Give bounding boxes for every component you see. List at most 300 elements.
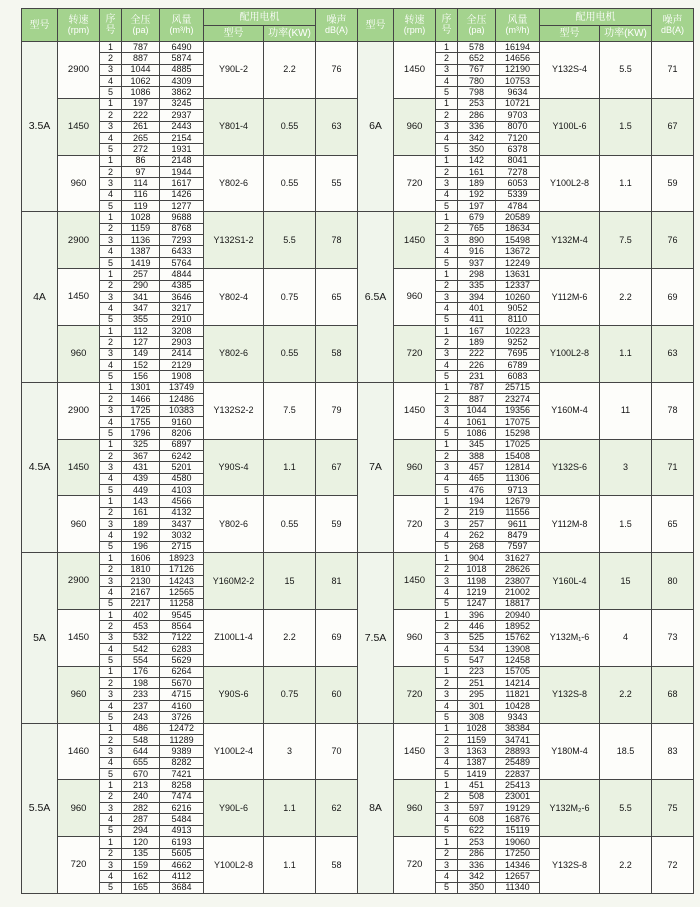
airflow-cell: 4715 (160, 689, 204, 700)
pressure-cell: 262 (458, 530, 496, 541)
seq-cell: 1 (436, 155, 458, 166)
seq-cell: 1 (436, 439, 458, 450)
speed-cell: 960 (58, 155, 100, 212)
pressure-cell: 608 (458, 814, 496, 825)
pressure-cell: 240 (122, 791, 160, 802)
noise-cell: 65 (316, 269, 358, 326)
airflow-cell: 18952 (496, 621, 540, 632)
pressure-cell: 272 (122, 144, 160, 155)
seq-cell: 3 (100, 575, 122, 586)
pressure-cell: 1606 (122, 553, 160, 564)
pressure-cell: 508 (458, 791, 496, 802)
airflow-cell: 8768 (160, 223, 204, 234)
pressure-cell: 159 (122, 859, 160, 870)
noise-cell: 71 (652, 42, 694, 99)
pressure-cell: 578 (458, 42, 496, 53)
seq-cell: 3 (100, 859, 122, 870)
airflow-cell: 10223 (496, 325, 540, 336)
airflow-cell: 4662 (160, 859, 204, 870)
seq-cell: 2 (436, 564, 458, 575)
seq-cell: 5 (100, 257, 122, 268)
airflow-cell: 6897 (160, 439, 204, 450)
seq-cell: 5 (436, 825, 458, 836)
speed-cell: 720 (394, 155, 436, 212)
seq-cell: 3 (100, 462, 122, 473)
seq-cell: 3 (436, 746, 458, 757)
pressure-cell: 2167 (122, 587, 160, 598)
header-model: 型号 (22, 9, 58, 42)
noise-cell: 67 (652, 98, 694, 155)
power-cell: 2.2 (264, 609, 316, 666)
seq-cell: 1 (100, 382, 122, 393)
airflow-cell: 17025 (496, 439, 540, 450)
pressure-cell: 670 (122, 769, 160, 780)
model-cell: 7A (358, 382, 394, 552)
airflow-cell: 14656 (496, 53, 540, 64)
airflow-cell: 8070 (496, 121, 540, 132)
power-cell: 0.75 (264, 269, 316, 326)
airflow-cell: 5764 (160, 257, 204, 268)
noise-cell: 70 (316, 723, 358, 780)
seq-cell: 5 (100, 87, 122, 98)
seq-cell: 1 (100, 496, 122, 507)
airflow-cell: 8564 (160, 621, 204, 632)
pressure-cell: 1725 (122, 405, 160, 416)
pressure-cell: 465 (458, 473, 496, 484)
noise-cell: 60 (316, 666, 358, 723)
airflow-cell: 3032 (160, 530, 204, 541)
pressure-cell: 534 (458, 644, 496, 655)
airflow-cell: 13631 (496, 269, 540, 280)
pressure-cell: 127 (122, 337, 160, 348)
speed-cell: 960 (58, 780, 100, 837)
airflow-cell: 12249 (496, 257, 540, 268)
seq-cell: 4 (436, 700, 458, 711)
airflow-cell: 6242 (160, 450, 204, 461)
seq-cell: 2 (100, 223, 122, 234)
airflow-cell: 12814 (496, 462, 540, 473)
seq-cell: 2 (436, 450, 458, 461)
pressure-cell: 1387 (458, 757, 496, 768)
pressure-cell: 554 (122, 655, 160, 666)
seq-cell: 1 (100, 325, 122, 336)
seq-cell: 5 (100, 314, 122, 325)
pressure-cell: 532 (122, 632, 160, 643)
speed-cell: 1450 (58, 269, 100, 326)
airflow-cell: 3862 (160, 87, 204, 98)
seq-cell: 2 (100, 337, 122, 348)
noise-cell: 65 (652, 496, 694, 553)
airflow-cell: 11289 (160, 734, 204, 745)
pressure-cell: 401 (458, 303, 496, 314)
pressure-cell: 257 (458, 519, 496, 530)
airflow-cell: 6264 (160, 666, 204, 677)
pressure-cell: 223 (458, 666, 496, 677)
motor-model-cell: Y160M2-2 (204, 553, 264, 610)
airflow-cell: 7278 (496, 166, 540, 177)
pressure-cell: 787 (458, 382, 496, 393)
speed-cell: 720 (394, 496, 436, 553)
airflow-cell: 15408 (496, 450, 540, 461)
seq-cell: 2 (100, 450, 122, 461)
power-cell: 4 (600, 609, 652, 666)
noise-cell: 69 (652, 269, 694, 326)
seq-cell: 2 (100, 848, 122, 859)
seq-cell: 5 (100, 485, 122, 496)
seq-cell: 4 (100, 132, 122, 143)
noise-cell: 55 (316, 155, 358, 212)
seq-cell: 4 (100, 76, 122, 87)
pressure-cell: 1044 (458, 405, 496, 416)
seq-cell: 2 (100, 166, 122, 177)
pressure-cell: 350 (458, 882, 496, 893)
pressure-cell: 233 (122, 689, 160, 700)
noise-cell: 63 (316, 98, 358, 155)
pressure-cell: 1419 (122, 257, 160, 268)
motor-model-cell: Y802-6 (204, 496, 264, 553)
pressure-cell: 1247 (458, 598, 496, 609)
pressure-cell: 655 (122, 757, 160, 768)
seq-cell: 1 (436, 98, 458, 109)
pressure-cell: 189 (458, 178, 496, 189)
seq-cell: 4 (436, 757, 458, 768)
header-model: 型号 (358, 9, 394, 42)
airflow-cell: 20589 (496, 212, 540, 223)
seq-cell: 5 (100, 201, 122, 212)
table-body (22, 42, 694, 894)
motor-model-cell: Y132S-4 (540, 42, 600, 99)
header-pressure: 全压 (pa) (122, 9, 160, 42)
seq-cell: 2 (100, 678, 122, 689)
motor-model-cell: Y132S1-2 (204, 212, 264, 269)
pressure-cell: 197 (122, 98, 160, 109)
power-cell: 5.5 (600, 42, 652, 99)
airflow-cell: 6789 (496, 360, 540, 371)
airflow-cell: 1277 (160, 201, 204, 212)
speed-cell: 720 (58, 837, 100, 894)
pressure-cell: 350 (458, 144, 496, 155)
seq-cell: 4 (100, 416, 122, 427)
seq-cell: 3 (100, 803, 122, 814)
airflow-cell: 12486 (160, 394, 204, 405)
noise-cell: 63 (652, 325, 694, 382)
seq-cell: 5 (436, 541, 458, 552)
airflow-cell: 2129 (160, 360, 204, 371)
airflow-cell: 4580 (160, 473, 204, 484)
pressure-cell: 192 (458, 189, 496, 200)
pressure-cell: 167 (458, 325, 496, 336)
pressure-cell: 308 (458, 712, 496, 723)
airflow-cell: 9634 (496, 87, 540, 98)
speed-cell: 720 (394, 837, 436, 894)
pressure-cell: 787 (122, 42, 160, 53)
airflow-cell: 10721 (496, 98, 540, 109)
header-airflow: 风量 (m³/h) (160, 9, 204, 42)
airflow-cell: 6053 (496, 178, 540, 189)
header-seq: 序 号 (436, 9, 458, 42)
pressure-cell: 342 (458, 871, 496, 882)
airflow-cell: 25715 (496, 382, 540, 393)
airflow-cell: 2414 (160, 348, 204, 359)
speed-cell: 2900 (58, 553, 100, 610)
airflow-cell: 12458 (496, 655, 540, 666)
pressure-cell: 290 (122, 280, 160, 291)
airflow-cell: 16876 (496, 814, 540, 825)
seq-cell: 4 (100, 587, 122, 598)
motor-model-cell: Y100L2-8 (204, 837, 264, 894)
airflow-cell: 4309 (160, 76, 204, 87)
seq-cell: 1 (436, 609, 458, 620)
pressure-cell: 1198 (458, 575, 496, 586)
airflow-cell: 7293 (160, 235, 204, 246)
seq-cell: 5 (436, 144, 458, 155)
pressure-cell: 286 (458, 110, 496, 121)
speed-cell: 1450 (394, 42, 436, 99)
pressure-cell: 120 (122, 837, 160, 848)
motor-model-cell: Y160M-4 (540, 382, 600, 439)
seq-cell: 1 (100, 609, 122, 620)
model-cell: 7.5A (358, 553, 394, 723)
airflow-cell: 38384 (496, 723, 540, 734)
model-cell: 6.5A (358, 212, 394, 382)
header-noise: 噪声 dB(A) (316, 9, 358, 42)
airflow-cell: 18817 (496, 598, 540, 609)
power-cell: 2.2 (264, 42, 316, 99)
seq-cell: 3 (100, 348, 122, 359)
fan-spec-table (21, 8, 694, 894)
airflow-cell: 13908 (496, 644, 540, 655)
pressure-cell: 1796 (122, 428, 160, 439)
motor-model-cell: Y90S-6 (204, 666, 264, 723)
pressure-cell: 890 (458, 235, 496, 246)
pressure-cell: 1018 (458, 564, 496, 575)
model-cell: 5.5A (22, 723, 58, 893)
motor-model-cell: Z100L1-4 (204, 609, 264, 666)
seq-cell: 5 (100, 712, 122, 723)
model-cell: 6A (358, 42, 394, 212)
airflow-cell: 17126 (160, 564, 204, 575)
pressure-cell: 388 (458, 450, 496, 461)
airflow-cell: 9713 (496, 485, 540, 496)
airflow-cell: 15705 (496, 666, 540, 677)
noise-cell: 79 (316, 382, 358, 439)
header-noise: 噪声 dB(A) (652, 9, 694, 42)
airflow-cell: 6083 (496, 371, 540, 382)
header-motor-power: 功率(KW) (600, 26, 652, 42)
airflow-cell: 11306 (496, 473, 540, 484)
motor-model-cell: Y132S-6 (540, 439, 600, 496)
airflow-cell: 4913 (160, 825, 204, 836)
noise-cell: 59 (316, 496, 358, 553)
airflow-cell: 11258 (160, 598, 204, 609)
pressure-cell: 1044 (122, 64, 160, 75)
pressure-cell: 219 (458, 507, 496, 518)
seq-cell: 1 (436, 325, 458, 336)
pressure-cell: 119 (122, 201, 160, 212)
seq-cell: 5 (100, 428, 122, 439)
speed-cell: 1460 (58, 723, 100, 780)
pressure-cell: 476 (458, 485, 496, 496)
airflow-cell: 15498 (496, 235, 540, 246)
pressure-cell: 342 (458, 132, 496, 143)
airflow-cell: 1908 (160, 371, 204, 382)
seq-cell: 4 (436, 473, 458, 484)
motor-model-cell: Y132S2-2 (204, 382, 264, 439)
seq-cell: 4 (436, 132, 458, 143)
airflow-cell: 3646 (160, 291, 204, 302)
seq-cell: 5 (436, 257, 458, 268)
seq-cell: 4 (436, 871, 458, 882)
pressure-cell: 116 (122, 189, 160, 200)
pressure-cell: 301 (458, 700, 496, 711)
seq-cell: 4 (436, 530, 458, 541)
seq-cell: 3 (436, 178, 458, 189)
seq-cell: 1 (100, 98, 122, 109)
airflow-cell: 4132 (160, 507, 204, 518)
header-speed: 转速 (rpm) (58, 9, 100, 42)
seq-cell: 2 (100, 564, 122, 575)
model-cell: 4A (22, 212, 58, 382)
pressure-cell: 295 (458, 689, 496, 700)
airflow-cell: 12565 (160, 587, 204, 598)
airflow-cell: 6378 (496, 144, 540, 155)
table-row (22, 723, 694, 734)
power-cell: 2.2 (600, 269, 652, 326)
seq-cell: 3 (100, 178, 122, 189)
power-cell: 3 (600, 439, 652, 496)
airflow-cell: 20940 (496, 609, 540, 620)
seq-cell: 5 (100, 371, 122, 382)
motor-model-cell: Y90L-6 (204, 780, 264, 837)
header-motor-group: 配用电机 (204, 9, 316, 26)
seq-cell: 5 (436, 882, 458, 893)
airflow-cell: 2154 (160, 132, 204, 143)
seq-cell: 4 (436, 189, 458, 200)
pressure-cell: 189 (122, 519, 160, 530)
airflow-cell: 7120 (496, 132, 540, 143)
seq-cell: 1 (100, 553, 122, 564)
airflow-cell: 23274 (496, 394, 540, 405)
seq-cell: 5 (436, 201, 458, 212)
power-cell: 5.5 (264, 212, 316, 269)
motor-model-cell: Y90S-4 (204, 439, 264, 496)
noise-cell: 81 (316, 553, 358, 610)
pressure-cell: 335 (458, 280, 496, 291)
seq-cell: 4 (436, 814, 458, 825)
seq-cell: 3 (436, 689, 458, 700)
pressure-cell: 431 (122, 462, 160, 473)
airflow-cell: 3208 (160, 325, 204, 336)
airflow-cell: 3726 (160, 712, 204, 723)
pressure-cell: 780 (458, 76, 496, 87)
header-pressure: 全压 (pa) (458, 9, 496, 42)
seq-cell: 2 (436, 678, 458, 689)
table-row (22, 553, 694, 564)
table-row (22, 212, 694, 223)
pressure-cell: 457 (458, 462, 496, 473)
pressure-cell: 149 (122, 348, 160, 359)
airflow-cell: 1617 (160, 178, 204, 189)
noise-cell: 69 (316, 609, 358, 666)
pressure-cell: 97 (122, 166, 160, 177)
noise-cell: 71 (652, 439, 694, 496)
seq-cell: 2 (100, 394, 122, 405)
pressure-cell: 887 (122, 53, 160, 64)
seq-cell: 2 (436, 223, 458, 234)
seq-cell: 1 (436, 666, 458, 677)
motor-model-cell: Y802-4 (204, 269, 264, 326)
seq-cell: 1 (100, 666, 122, 677)
header-motor-power: 功率(KW) (264, 26, 316, 42)
airflow-cell: 5201 (160, 462, 204, 473)
airflow-cell: 19129 (496, 803, 540, 814)
seq-cell: 2 (100, 280, 122, 291)
airflow-cell: 4103 (160, 485, 204, 496)
pressure-cell: 237 (122, 700, 160, 711)
noise-cell: 80 (652, 553, 694, 610)
seq-cell: 2 (436, 337, 458, 348)
pressure-cell: 798 (458, 87, 496, 98)
seq-cell: 5 (436, 598, 458, 609)
power-cell: 1.1 (264, 837, 316, 894)
power-cell: 1.1 (264, 780, 316, 837)
noise-cell: 58 (316, 325, 358, 382)
noise-cell: 58 (316, 837, 358, 894)
speed-cell: 960 (58, 325, 100, 382)
power-cell: 1.5 (600, 98, 652, 155)
seq-cell: 4 (100, 360, 122, 371)
speed-cell: 720 (394, 325, 436, 382)
airflow-cell: 9343 (496, 712, 540, 723)
airflow-cell: 8258 (160, 780, 204, 791)
pressure-cell: 294 (122, 825, 160, 836)
seq-cell: 5 (100, 769, 122, 780)
pressure-cell: 286 (458, 848, 496, 859)
pressure-cell: 192 (122, 530, 160, 541)
power-cell: 1.1 (600, 325, 652, 382)
airflow-cell: 7122 (160, 632, 204, 643)
pressure-cell: 1466 (122, 394, 160, 405)
pressure-cell: 904 (458, 553, 496, 564)
airflow-cell: 3245 (160, 98, 204, 109)
seq-cell: 1 (100, 780, 122, 791)
noise-cell: 73 (652, 609, 694, 666)
seq-cell: 1 (436, 496, 458, 507)
airflow-cell: 17075 (496, 416, 540, 427)
pressure-cell: 287 (122, 814, 160, 825)
noise-cell: 76 (652, 212, 694, 269)
pressure-cell: 142 (458, 155, 496, 166)
airflow-cell: 11340 (496, 882, 540, 893)
airflow-cell: 15119 (496, 825, 540, 836)
pressure-cell: 86 (122, 155, 160, 166)
airflow-cell: 2148 (160, 155, 204, 166)
pressure-cell: 916 (458, 246, 496, 257)
pressure-cell: 1301 (122, 382, 160, 393)
motor-model-cell: Y180M-4 (540, 723, 600, 780)
airflow-cell: 3437 (160, 519, 204, 530)
speed-cell: 1450 (394, 723, 436, 780)
seq-cell: 2 (436, 110, 458, 121)
pressure-cell: 411 (458, 314, 496, 325)
motor-model-cell: Y132M-4 (540, 212, 600, 269)
seq-cell: 2 (436, 791, 458, 802)
airflow-cell: 28893 (496, 746, 540, 757)
seq-cell: 3 (100, 746, 122, 757)
pressure-cell: 161 (122, 507, 160, 518)
seq-cell: 2 (436, 621, 458, 632)
seq-cell: 3 (100, 121, 122, 132)
